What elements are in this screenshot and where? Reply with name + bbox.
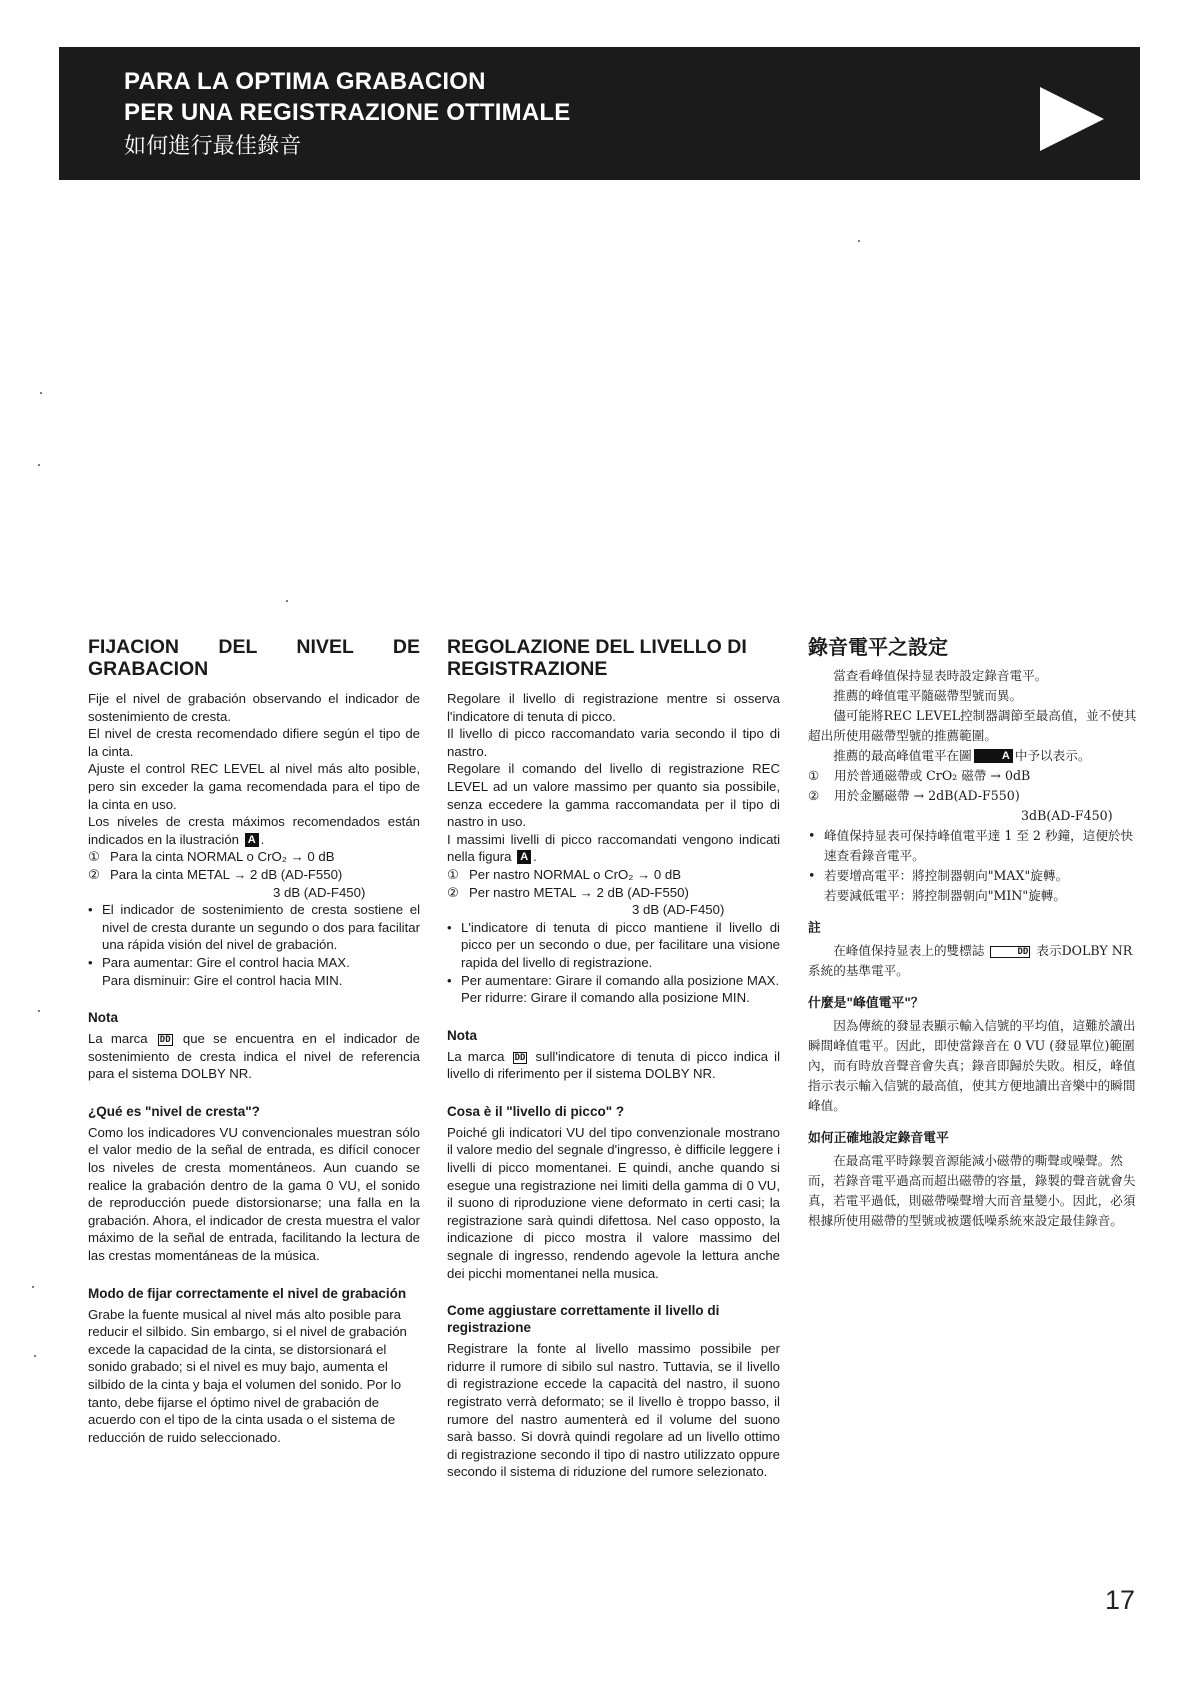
figure-label-badge: A (974, 749, 1013, 763)
paragraph: Como los indicadores VU convencionales muestran sólo el valor medio de la señal de entrada, es difícil conocer los niveles de cresta momentáneos. Aun cuando se realice la grabación dentro de la gama 0 VU, el sonido de reproducción puede distorsionarse; una falla en la grabación. Ahora, el indicador de cresta muestra el valor máximo de la señal de entrada, facilitando la lectura de las crestas momentáneas de la música. (88, 1124, 420, 1264)
dolby-double-d-icon: DD (514, 1052, 526, 1063)
banner-title-chinese: 如何進行最佳錄音 (124, 134, 302, 159)
speck-mark (40, 392, 42, 394)
paragraph: Fije el nivel de grabación observando el indicador de sostenimiento de cresta. (88, 691, 420, 724)
paragraph: 當查看峰值保持显表時設定錄音電平。 (833, 668, 1048, 683)
nota-text: que se encuentra en el indicador de sostenimiento de cresta indica el nivel de referencia para el sistema DOLBY NR. (88, 1031, 421, 1082)
paragraph-text: I massimi livelli di picco raccomandati vengono indicati nella figura (447, 831, 780, 865)
bullet-item (808, 826, 1138, 866)
list-marker: ① (88, 849, 100, 865)
paragraph: Il livello di picco raccomandato varia secondo il tipo di nastro. (447, 726, 780, 759)
list-item (447, 884, 780, 919)
heading-line1: FIJACION DEL NIVEL DE (88, 636, 420, 658)
list-text: 用於普通磁帶或 CrO₂ 磁帶 → 0dB (834, 768, 1031, 783)
paragraph: Regolare il livello di registrazione mentre si osserva l'indicatore di tenuta di picco. (447, 691, 780, 724)
list-text: Per nastro METAL → 2 dB (AD-F550) (469, 884, 689, 900)
list-text-continued: 3dB(AD-F450) (1021, 808, 1113, 823)
dolby-double-d-icon: DD (159, 1035, 171, 1046)
paragraph (808, 746, 1138, 766)
list-marker: ② (88, 866, 100, 882)
subheading: ¿Qué es "nivel de cresta"? (88, 1103, 260, 1119)
bullet-text: Para disminuir: Gire el control hacia MIN. (102, 972, 343, 988)
bullet-text: L'indicatore di tenuta di picco mantiene il livello di picco per un secondo o due, per facilitare una visione rapida del livello di registrazione. (461, 919, 780, 970)
figure-label-badge: A (245, 833, 259, 847)
nota-heading: Nota (88, 1010, 118, 1026)
nota-heading: Nota (447, 1027, 477, 1043)
list-marker: ② (808, 788, 820, 803)
speck-mark (858, 240, 860, 242)
list-item (88, 848, 420, 866)
list-marker: ② (447, 884, 459, 900)
paragraph: 在最高電平時錄製音源能減小磁帶的嘶聲或噪聲。然而，若錄音電平過高而超出磁帶的容量，錄製的聲音就會失真，若電平過低，則磁帶噪聲增大而音量變小。因此，必須根據所使用磁帶的型號或被選低噪系統來設定最佳錄音。 (808, 1153, 1136, 1228)
paragraph-text: 中予以表示。 (1014, 748, 1091, 763)
italian-column (447, 636, 780, 1481)
bullet-item (88, 901, 420, 954)
paragraph: I massimi livelli di picco raccomandati vengono indicati nella figura A . (447, 831, 780, 865)
bullet-text: 峰值保持显表可保持峰值電平達 1 至 2 秒鐘，這便於快速查看錄音電平。 (824, 828, 1134, 863)
paragraph: El nivel de cresta recomendado difiere según el tipo de la cinta. (88, 726, 420, 759)
bullet-text: El indicador de sostenimiento de cresta sostiene el nivel de cresta durante un segundo o dos para facilitar una rápida visión del nivel de grabación. (102, 902, 420, 953)
list-item (808, 766, 1138, 786)
list-text: Para la cinta METAL → 2 dB (AD-F550) (110, 866, 343, 882)
figure-label-badge: A (517, 850, 531, 864)
speck-mark (38, 464, 40, 466)
bullet-text: • Para aumentar: Gire el control hacia MAX. (102, 954, 350, 970)
speck-mark (286, 600, 288, 602)
nota-text: sull'indicatore di tenuta di picco indica il livello di riferimento per il sistema DOLBY NR. (447, 1048, 781, 1082)
dolby-double-d-icon: DD (990, 946, 1030, 958)
paragraph: 儘可能將REC LEVEL控制器調節至最高值，並不使其超出所使用磁帶型號的推薦範圍。 (808, 708, 1137, 743)
nota-text: La marca (88, 1031, 148, 1047)
bullet-item (447, 919, 780, 972)
bullet-text: Per ridurre: Girare il comando alla posizione MIN. (461, 990, 750, 1006)
nota-paragraph (88, 1030, 420, 1083)
subheading: Modo de fijar correctamente el nivel de grabación (88, 1285, 407, 1301)
list-marker: ① (808, 768, 820, 783)
list-text: 用於金屬磁帶 → 2dB(AD-F550) (834, 788, 1020, 803)
heading-line2: GRABACION (88, 658, 209, 680)
paragraph: Ajuste el control REC LEVEL al nivel más alto posible, pero sin exceder la gama recomendada para el tipo de la cinta en uso. (88, 761, 420, 812)
banner-title-spanish: PARA LA OPTIMA GRABACION (124, 68, 486, 95)
note-heading: 註 (808, 921, 821, 936)
play-arrow-icon (1040, 87, 1104, 151)
note-paragraph (808, 941, 1138, 981)
list-text-continued: 3 dB (AD-F450) (273, 884, 366, 900)
bullet-text: • Per aumentare: Girare il comando alla posizione MAX. (461, 972, 780, 988)
page-number: 17 (1105, 1585, 1136, 1615)
list-text-continued: 3 dB (AD-F450) (632, 902, 725, 918)
speck-mark (34, 1355, 36, 1357)
bullet-text: 若要減低電平：將控制器朝向"MIN"旋轉。 (824, 888, 1066, 903)
paragraph-text: 推薦的最高峰值電平在圖 (833, 748, 972, 763)
subheading: Cosa è il "livello di picco" ? (447, 1103, 625, 1119)
banner-title-italian: PER UNA REGISTRAZIONE OTTIMALE (124, 99, 571, 126)
bullet-text: • 若要增高電平：將控制器朝向"MAX"旋轉。 (824, 868, 1069, 883)
paragraph: Grabe la fuente musical al nivel más alto posible para reducir el silbido. Sin embargo, si el nivel de grabación excede la capacidad de la cinta, se distorsionará el sonido grabado; si el nivel es muy bajo, aumenta el silbido de la cinta y baja el volumen del sonido. Por lo tanto, debe fijarse el óptimo nivel de grabación de acuerdo con el tipo de la cinta usada o el sistema de reducción de ruido seleccionado. (88, 1306, 407, 1445)
note-text: 表示DOLBY NR系統的基準電平。 (808, 943, 1133, 978)
list-item (88, 866, 420, 901)
nota-text: La marca (447, 1048, 505, 1064)
paragraph: Regolare il comando del livello di registrazione REC LEVEL ad un valore massimo per quanto sia possibile, senza eccedere la gamma raccomandata per il tipo di nastro in uso. (447, 761, 780, 830)
subheading: 如何正確地設定錄音電平 (808, 1131, 949, 1146)
paragraph: Registrare la fonte al livello massimo possibile per ridurre il rumore di sibilo sul nastro. Tuttavia, se il livello di registrazione eccede la capacità del nastro, il suono registrato verrà deformato; se il livello è troppo basso, il rumore del nastro aumenterà ed il volume del suono sarà basso. Si dovrà quindi regolare ad un livello ottimo di registrazione secondo il tipo di nastro utilizzato oppure secondo il sistema di riduzione del rumore selezionato. (447, 1341, 780, 1480)
bullet-item (808, 866, 1138, 906)
chinese-column (808, 636, 1138, 1231)
list-item (808, 786, 1138, 826)
paragraph: Los niveles de cresta máximos recomendados están indicados en la ilustración A . (88, 814, 420, 847)
note-text: 在峰值保持显表上的雙標誌 (833, 943, 985, 958)
section-heading: 錄音電平之設定 (808, 635, 948, 659)
nota-paragraph (447, 1048, 780, 1083)
section-heading (88, 636, 420, 680)
title-banner (59, 47, 1140, 180)
paragraph: Poiché gli indicatori VU del tipo convenzionale mostrano il valore medio del segnale d'ingresso, è difficile leggere i livelli di picco momentanei. E quindi, anche quando si esegue una registrazione nei limiti della gamma di 0 VU, il suono di riproduzione viene deformato in certi casi; la registrazione sarà quindi difettosa. Nel caso opposto, la indicazione di picco mostra il valore massimo del segnale di ingresso, rendendo agevole la lettura anche dei picchi momentanei nella musica. (447, 1124, 780, 1281)
subheading: Come aggiustare correttamente il livello di registrazione (447, 1303, 720, 1336)
spanish-column (88, 636, 420, 1446)
list-text: Para la cinta NORMAL o CrO₂ → 0 dB (110, 849, 335, 865)
list-item (447, 866, 780, 884)
bullet-item (88, 954, 420, 989)
paragraph: 推薦的峰值電平隨磁帶型號而異。 (833, 688, 1023, 703)
list-text: Per nastro NORMAL o CrO₂ → 0 dB (469, 866, 682, 882)
paragraph-text: Los niveles de cresta máximos recomendados están indicados en la ilustración (88, 814, 420, 847)
paragraph: 因為傳統的發显表顯示輸入信號的平均值，這難於讀出瞬間峰值電平。因此，即使當錄音在 0 VU (發显單位)範圍內，而有時放音聲音會失真；錄音即歸於失敗。相反，峰值指示表示輸入信號的最高值，使其方便地讀出音樂中的瞬間峰值。 (808, 1018, 1136, 1113)
bullet-item (447, 972, 780, 1007)
subheading: 什麼是"峰值電平"？ (808, 996, 924, 1011)
speck-mark (38, 1010, 40, 1012)
section-heading: REGOLAZIONE DEL LIVELLO DI REGISTRAZIONE (447, 636, 747, 680)
speck-mark (32, 1286, 34, 1288)
list-marker: ① (447, 866, 459, 882)
